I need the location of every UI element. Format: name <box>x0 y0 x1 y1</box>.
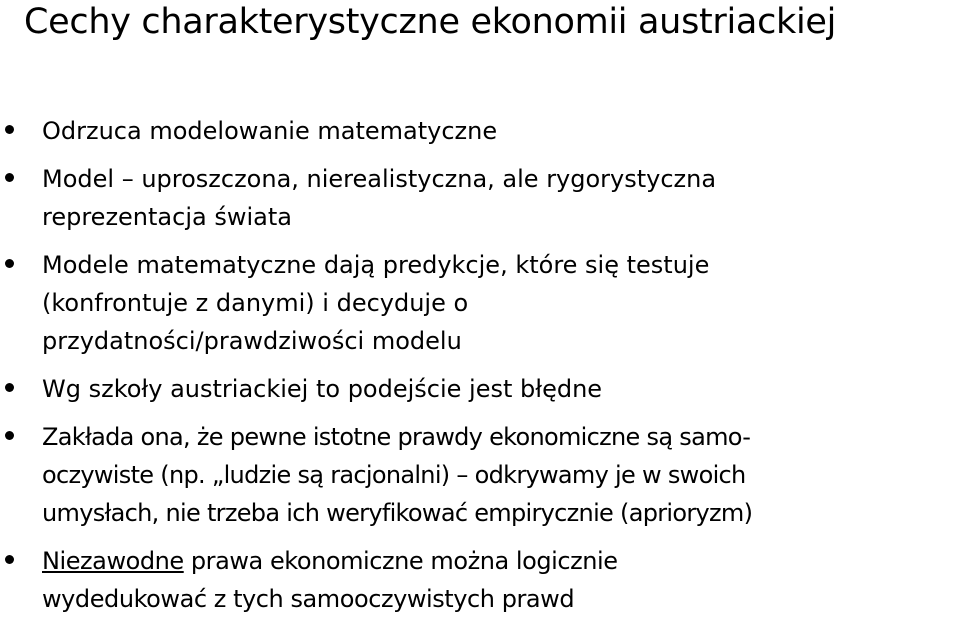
bullet-item <box>0 418 960 532</box>
bullet-dot-icon <box>5 555 14 564</box>
bullet-dot-icon <box>5 125 14 134</box>
bullet-text: Wg szkoły austriackiej to podejście jest błędne <box>42 375 603 403</box>
slide-title: Cechy charakterystyczne ekonomii austriackiej <box>24 2 837 42</box>
bullet-item <box>0 160 960 236</box>
bullet-text: Model – uproszczona, nierealistyczna, ale rygorystyczna <box>42 165 717 193</box>
bullet-text: reprezentacja świata <box>42 203 292 231</box>
bullet-dot-icon <box>5 383 14 392</box>
bullet-item <box>0 112 960 150</box>
underlined-text: Niezawodne <box>42 547 184 575</box>
bullet-text: Zakłada ona, że pewne istotne prawdy ekonomiczne są samo- <box>42 423 751 451</box>
bullet-text: wydedukować z tych samooczywistych prawd <box>42 585 575 613</box>
bullet-text: umysłach, nie trzeba ich weryfikować empirycznie (aprioryzm) <box>42 499 753 527</box>
bullet-item <box>0 542 960 618</box>
bullet-text: oczywiste (np. „ludzie są racjonalni) – odkrywamy je w swoich <box>42 461 746 489</box>
bullet-list <box>0 112 960 628</box>
bullet-item <box>0 370 960 408</box>
bullet-text: przydatności/prawdziwości modelu <box>42 327 462 355</box>
bullet-text: prawa ekonomiczne można logicznie <box>183 547 618 575</box>
bullet-dot-icon <box>5 259 14 268</box>
bullet-item <box>0 246 960 360</box>
bullet-dot-icon <box>5 173 14 182</box>
bullet-text: Odrzuca modelowanie matematyczne <box>42 117 498 145</box>
bullet-dot-icon <box>5 431 14 440</box>
bullet-text: (konfrontuje z danymi) i decyduje o <box>42 289 469 317</box>
bullet-text: Modele matematyczne dają predykcje, które się testuje <box>42 251 710 279</box>
